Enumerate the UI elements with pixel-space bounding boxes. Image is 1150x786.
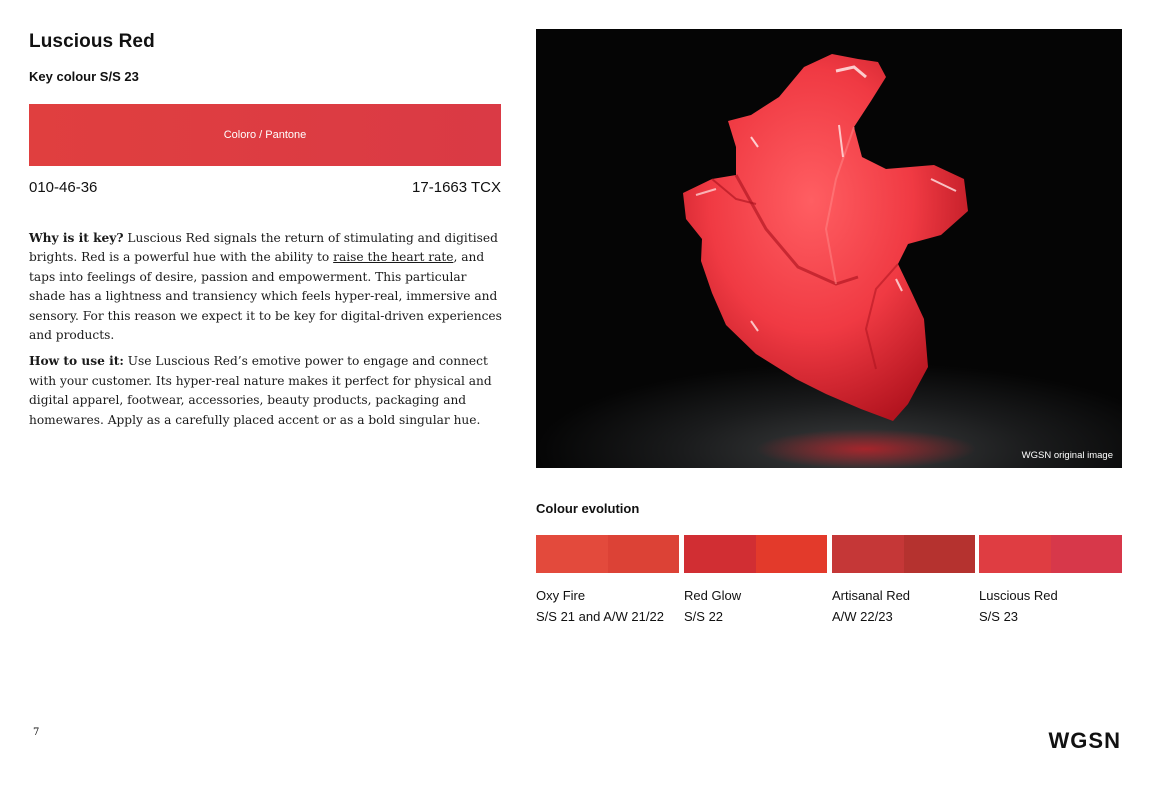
swatch-half <box>1051 535 1123 573</box>
page-subtitle: Key colour S/S 23 <box>29 69 139 84</box>
swatch-half <box>536 535 608 573</box>
why-lead: Why is it key? <box>29 231 124 245</box>
why-text-2: , and taps into feelings of desire, passion and empowerment. This particular shade has a lightness and transiency which feels hyper-real, immersive and sensory. For this reason we expect it to be key for digital-driven experiences and products. <box>29 250 502 343</box>
evolution-name: Artisanal Red <box>832 588 911 603</box>
page-title: Luscious Red <box>29 31 155 52</box>
swatch-half <box>684 535 756 573</box>
evolution-swatch <box>832 535 975 573</box>
coloro-code: 010-46-36 <box>29 179 98 196</box>
wgsn-logo: WGSN <box>1048 728 1121 753</box>
how-text: Use Luscious Red’s emotive power to engage and connect with your customer. Its hyper-real nature makes it perfect for physical and digital apparel, footwear, accessories, beauty products, packaging and homewares. Apply as a carefully placed accent or as a bold singular hue. <box>29 354 492 427</box>
body-text <box>29 229 505 437</box>
evolution-season: S/S 22 <box>684 609 724 624</box>
swatch-half <box>904 535 976 573</box>
evolution-swatch <box>536 535 679 573</box>
pantone-code: 17-1663 TCX <box>412 179 501 196</box>
evolution-name: Oxy Fire <box>536 588 586 603</box>
evolution-name: Luscious Red <box>979 588 1058 603</box>
swatch-half <box>756 535 828 573</box>
why-paragraph <box>29 229 505 345</box>
how-paragraph <box>29 352 505 430</box>
evolution-swatch <box>979 535 1122 573</box>
key-colour-swatch <box>29 104 501 166</box>
red-sculpture-image <box>536 29 1122 468</box>
swatch-half <box>832 535 904 573</box>
hero-image <box>536 29 1122 468</box>
evolution-season: S/S 23 <box>979 609 1019 624</box>
evolution-swatch <box>684 535 827 573</box>
how-lead: How to use it: <box>29 354 124 369</box>
evolution-season: S/S 21 and A/W 21/22 <box>536 609 664 624</box>
why-text-1: Luscious Red signals the return of stimulating and digitised brights. Red is a powerful hue with the ability to <box>29 231 498 265</box>
page-number: 7 <box>33 727 40 738</box>
swatch-half <box>608 535 680 573</box>
evolution-season: A/W 22/23 <box>832 609 893 624</box>
image-caption: WGSN original image <box>1021 450 1113 461</box>
swatch-half <box>979 535 1051 573</box>
heart-rate-link[interactable]: raise the heart rate <box>333 250 454 265</box>
evolution-name: Red Glow <box>684 588 742 603</box>
colour-evolution-title: Colour evolution <box>536 501 640 516</box>
swatch-label: Coloro / Pantone <box>223 129 307 141</box>
